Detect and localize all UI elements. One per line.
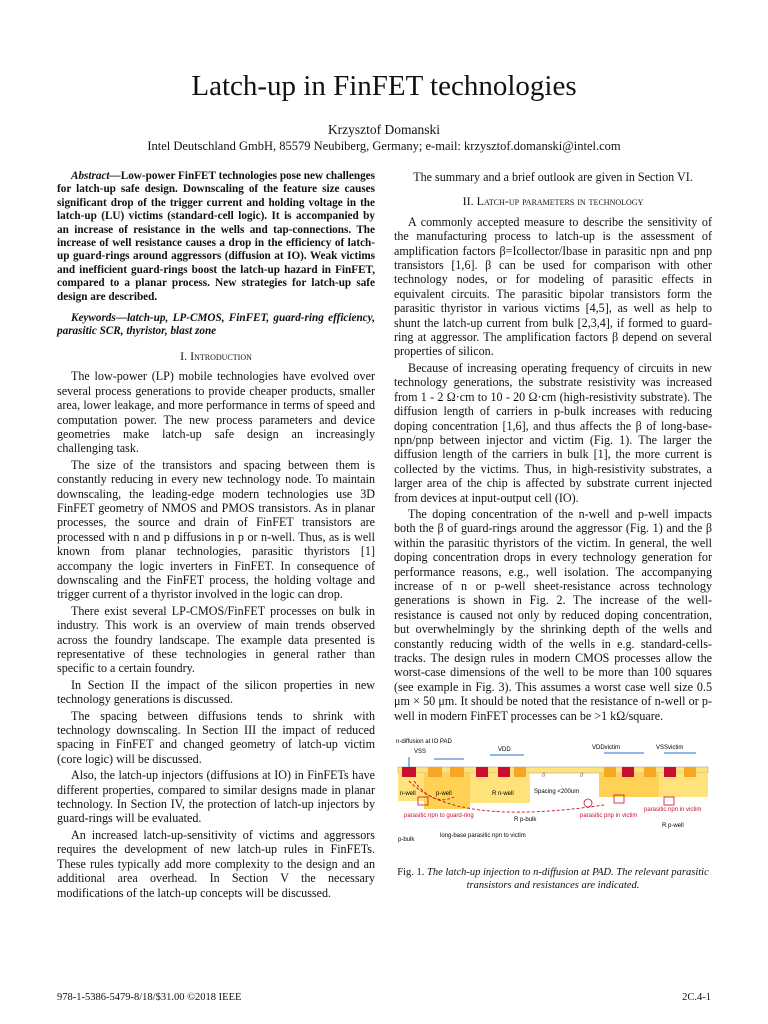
latchup-cross-section [394,737,712,863]
paragraph: The summary and a brief outlook are given in Section VI. [413,170,693,184]
keywords: Keywords—latch-up, LP-CMOS, FinFET, guard-ring efficiency, parasitic SCR, thyristor, blast zone [57,312,375,338]
paragraph: The doping concentration of the n-well and p-well impacts both the β of guard-rings around the aggressor (Fig. 1) and the β within the parasitic thyristors of the victim. In general, the well doping concentration drops in every technology generation for performance reasons, e.g., well isolation. The accompanying increase of n or p-well sheet-resistance across technology generations is shown in Fig. 2. The increase of the well-resistance is caused not only by reduced doping concentration, but overwhelmingly by the shrinking depth of the wells and constantly reducing width of the wells in e.g. standard-cells-tracks. The design rules in modern CMOS processes allow the worst-case dimensions of the well to be more than 100 squares (see example in Fig. 3). This assumes a worst case well size 0.5 μm × 50 μm. It should be noted that the resistance of n-well or p-well in modern FinFET processes can be >1 kΩ/square. [394,506,712,723]
fig-label-spacing: Spacing <200um [534,789,580,796]
section-heading-2: II. Latch-up parameters in technology [462,194,644,209]
fig-label-npn-victim: parasitic npn in victim [644,807,702,814]
figure-1-caption [394,867,712,892]
paragraph: Also, the latch-up injectors (diffusions at IO) in FinFETs have different properties, compared to similar designs made in planar technology. In Section IV, the protection of latch-up injectors by guard-rings will be evaluated. [57,768,375,826]
paragraph: An increased latch-up-sensitivity of victims and aggressors requires the development of new latch-up rules in FinFETs. These rules typically add more complexity to the design and an additional area overhead. In Section V the necessary modifications of the latch-up concepts will be discussed. [57,827,375,900]
svg-text://: // [580,773,584,780]
fig-label-injector: n-diffusion at IO PAD [396,739,452,746]
paragraph: In Section II the impact of the silicon properties in new technology generations is discussed. [57,677,375,707]
fig-label-vddvictim: VDDvictim [592,745,620,752]
caption-prefix: Fig. 1. [397,867,428,879]
fig-label-npn-guardring: parasitic npn to guard-ring [404,813,474,820]
fig-label-rpwell: R p-well [662,823,684,830]
fig-label-nwell: n-well [400,791,416,798]
paragraph: The spacing between diffusions tends to shrink with technology downscaling. In Section III the impact of reduced spacing in FinFET and changed geometry of latch-up victim (core logic) will be discussed. [57,708,375,766]
paragraph: There exist several LP-CMOS/FinFET processes on bulk in industry. This work is an overview of main trends observed across the foundry landscape. The example data presented is representative of these technologies in general rather than specific to a certain foundry. [57,603,375,676]
fig-label-rnwell: R n-well [492,791,514,798]
footer-isbn: 978-1-5386-5479-8/18/$31.00 ©2018 IEEE [57,992,242,1003]
paper-title: Latch-up in FinFET technologies [191,70,577,102]
fig-label-pwell: p-well [436,791,452,798]
abstract [57,170,375,304]
figure-1-diagram [394,737,712,863]
author-name: Krzysztof Domanski [327,122,441,137]
fig-label-vssvictim: VSSvictim [656,745,684,752]
footer-page-id: 2C.4-1 [682,992,711,1003]
fig-label-pnp-victim: parasitic pnp in victim [580,813,638,820]
right-column [394,170,712,892]
paragraph: The low-power (LP) mobile technologies have evolved over several process generations to provide cheaper products, smaller area, lower leakage, and more performance in terms of speed and computation power. The new process parameters and device geometries make latch-up safe design an increasingly challenging task. [57,369,375,456]
paragraph: A commonly accepted measure to describe the sensitivity of the manufacturing process to latch-up is the assessment of amplification factors β=Icollector/Ibase in parasitic npn and pnp transistors [1,6]. β can be used for comparison with other technology nodes, or for modeling of parasitic effects in equivalent circuits. The parasitic bipolar transistors form the parasitic thyristor in various victims [4,5], as well as help to shunt the latch-up current from bulk [2,3,4], if formed to guard-ring at aggressor. The amplification factors β depend on several properties of silicon. [394,214,712,359]
fig-label-longbase: long-base parasitic npn to victim [440,833,526,840]
fig-label-vss: VSS [414,749,427,756]
affiliation: Intel Deutschland GmbH, 85579 Neubiberg, Germany; e-mail: krzysztof.domanski@intel.com [147,139,621,153]
paragraph: Because of increasing operating frequency of circuits in new technology generations, the substrate resistivity was increased from 1 - 2 Ω·cm to 10 - 20 Ω·cm (high-resistivity substrate). The diffusion length of carriers in p-bulk increases with reducing doping concentration [1,6], and thus affects the β of long-base-npn/pnp between injector and victim (Fig. 1). The larger the diffusion length of the carriers in bulk [1], the more current is collected by the victims. Thus, in high-resistivity substrates, a larger area of the chip is affected by substrate current injected from devices at input-output cell (IO). [394,360,712,505]
caption-text: The latch-up injection to n-diffusion at PAD. The relevant parasitic transistors and resistances are indicated. [427,867,709,891]
fig-label-vdd: VDD [498,747,511,754]
left-column [57,170,375,902]
fig-label-rpbulk: R p-bulk [514,817,537,824]
section-heading-1: I. Introduction [180,348,252,363]
abstract-lead: Abstract— [71,170,121,182]
paragraph: The size of the transistors and spacing between them is constantly reducing in every new technology node. To maintain downscaling, the leading-edge modern technologies use 3D FinFET geometry of NMOS and PMOS transistors. As in planar processes, the source and drain of FinFET transistors are processed with n and p diffusions in p or n-well. Thus, as is well known from planar technologies, parasitic thyristors [1] accompany the logic inverters in FinFET. In consequence of downscaling and the FinFET process, the holding voltage and trigger current of a thyristor involved in the logic can drop. [57,457,375,602]
fig-label-pbulk: p-bulk [398,837,415,844]
abstract-text: Low-power FinFET technologies pose new challenges for latch-up safe design. Downscaling of the feature size causes significant drop of the trigger current and holding voltage in the latch-up (LU) victims (standard-cell logic). It is accompanied by an increase of resistance in the wells and tap-connections. The increase of well resistance causes a drop in the efficiency of latch-up guard-rings around aggressors (diffusion at IO). Weak victims and inefficient guard-rings boost the latch-up hazard in FinFET, compared to a planar process. New strategies for latch-up safe design are described. [57,170,375,303]
svg-text://: // [542,773,546,780]
